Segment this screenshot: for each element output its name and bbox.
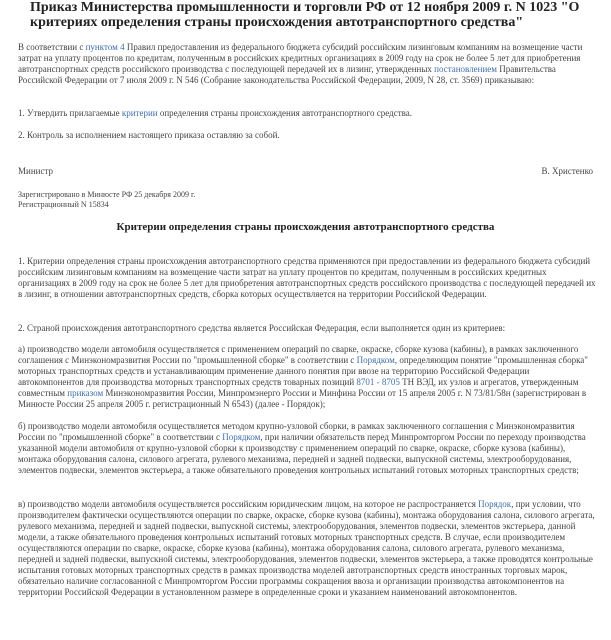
criterion-a — [18, 344, 596, 410]
criterion-a-text-4: Минэкономразвития России, Минпромэнерго России и Минфина России от 15 апреля 2005 г. N 73/81/58н (зарегистрирован в Минюсте России 25 апреля 2005 г. регистрационный N 6543) (далее - Порядок); — [18, 388, 587, 409]
criterion-a-text-2: , определяющим понятие "промышленная сборка" моторных транспортных средств и устанавливающим применение данного понятия при ввозе на территорию Российской Федерации автокомпонентов для производства моторных транспортных средств товарных позиций — [18, 355, 588, 387]
signature-name: В. Христенко — [541, 166, 593, 176]
criterion-b-text-1: б) производство модели автомобиля осуществляется методом крупно-узловой сборки, в рамках заключенного соглашения с Минэкономразвития России по "промышленной сборке" в соответствии с — [18, 421, 575, 442]
link-tnved-8701-8705[interactable]: 8701 - 8705 — [356, 377, 400, 387]
registration-line-2: Регистрационный N 15834 — [18, 200, 109, 209]
order-item-1 — [18, 108, 596, 119]
criterion-b — [18, 421, 596, 476]
intro-text-3: Правительства Российской Федерации от 7 июля 2009 г. N 546 (Собрание законодательства Российской Федерации, 2009, N 28, ст. 3569) приказываю: — [18, 64, 556, 85]
registration-line-1: Зарегистрировано в Минюсте РФ 25 декабря 2009 г. — [18, 190, 196, 199]
link-poryadok-a[interactable]: Порядком — [356, 355, 395, 365]
intro-text-2: Правил предоставления из федерального бюджета субсидий российским лизинговым компаниям на возмещение части затрат на уплату процентов по кредитам, полученным в российских кредитных организациях в 2009 году на срок не более 5 лет для приобретения автотранспортных средств российского производства с последующей передачей их в лизинг, утвержденных — [18, 42, 583, 74]
criterion-v-text-1: в) производство модели автомобиля осуществляется российским юридическим лицом, на которое не распространяется — [18, 499, 479, 509]
link-postanovlenie[interactable]: постановлением — [434, 64, 498, 74]
signature-position: Министр — [18, 166, 53, 176]
intro-text-1: В соответствии с — [18, 42, 86, 52]
criterion-v — [18, 499, 596, 598]
link-kriterii[interactable]: критерии — [121, 108, 158, 118]
item1-text-1: 1. Утвердить прилагаемые — [18, 108, 122, 118]
criteria-heading: Критерии определения страны происхождения автотранспортного средства — [116, 221, 495, 233]
criterion-a-text-3: ТН ВЭД, их узлов и агрегатов, утвержденным совместным — [18, 377, 579, 398]
link-poryadok-b[interactable]: Порядком — [222, 432, 261, 442]
document-title: Приказ Министерства промышленности и торговли РФ от 12 ноября 2009 г. N 1023 "О критериях определения страны происхождения автотранспортного средства" — [30, 0, 580, 30]
criterion-a-text-1: а) производство модели автомобиля осуществляется с применением операций по сварке, окраске, сборке кузова (кабины), в рамках заключенного соглашения с Минэкономразвития России по "промышленной сборке" в соответствии с — [18, 344, 579, 365]
link-poryadok-v[interactable]: Порядок — [478, 499, 512, 509]
criterion-2: 2. Страной происхождения автотранспортного средства является Российская Федерация, если выполняется один из критериев: — [18, 323, 506, 333]
item1-text-2: определения страны происхождения автотранспортного средства. — [157, 108, 413, 118]
order-item-2: 2. Контроль за исполнением настоящего приказа оставляю за собой. — [18, 130, 280, 140]
criterion-v-text-2: , при условии, что производителем фактически осуществляются операции по сварке, окраске, сборке кузова (кабины), монтажа оборудования салона, силового агрегата, рулевого механизма, передней и задней подвески, выпускной системы, электрооборудования, элементов подвески, элементов экстерьера, данной модели, а также обязательного проведения контрольных испытаний готовых моторных транспортных средств. В случае, если производителем осуществляются операции по сварке, окраске, сборке кузова (кабины), монтажа оборудования салона, силового агрегата, рулевого механизма, передней и задней подвески, выпускной системы, электрооборудования, элементов подвески, элементов экстерьера, а также проводятся контрольные испытания готовых моторных транспортных средств в рамках производства моделей автотранспортных средств иностранных торговых марок, обязательно наличие согласованной с Минпромторгом России программы сокращения ввоза и организации производства автокомпонентов на территории Российской Федерации в установленном размере в определенные сроки и указанием наименований автокомпонентов. — [18, 499, 595, 597]
intro-paragraph — [18, 42, 596, 86]
criterion-b-text-2: , при наличии обязательств перед Минпромторгом России по переходу производства указанной модели автомобиля от крупно-узловой сборки к производству с применением операций по сварке, окраске, сборке кузова (кабины), монтажа оборудования салона, силового агрегата, рулевого механизма, передней и задней подвески, выпускной системы, электрооборудования, элементов подвески, элементов экстерьера, а также обязательного проведения контрольных испытаний готовых моторных транспортных средств; — [18, 432, 586, 475]
link-prikaz[interactable]: приказом — [67, 388, 104, 398]
link-punkt-4[interactable]: пунктом 4 — [85, 42, 125, 52]
criterion-1: 1. Критерии определения страны происхождения автотранспортного средства применяются при предоставлении из федерального бюджета субсидий российским лизинговым компаниям на возмещение части затрат на уплату процентов по кредитам, полученным в российских кредитных организациях в 2009 году на срок не более 5 лет для приобретения автотранспортных средств российского производства с последующей передачей их в лизинг, в отношении автотранспортных средств, сборка которых осуществляется на территории Российской Федерации. — [18, 256, 596, 299]
